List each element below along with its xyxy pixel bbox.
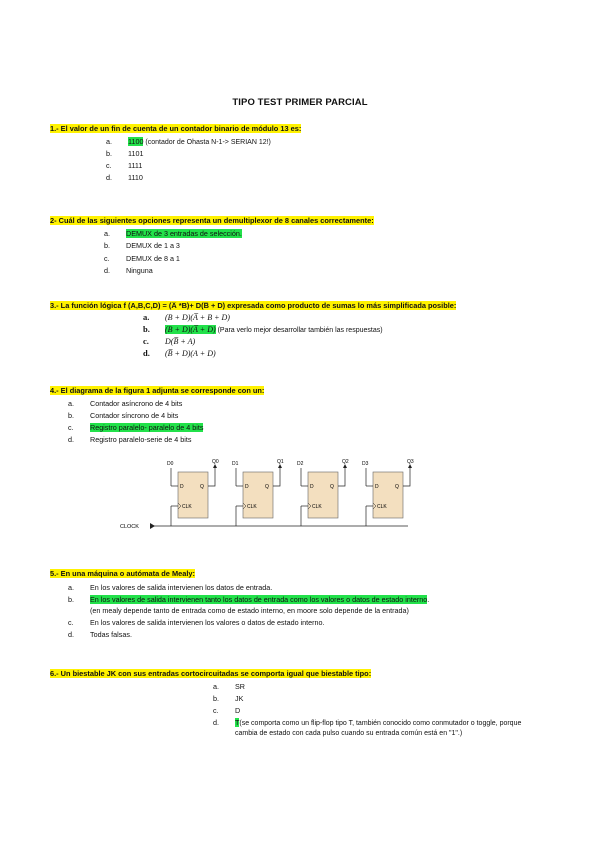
pin-q-label: Q [200, 484, 204, 490]
q3-option-d [143, 349, 216, 358]
option-letter: a. [213, 682, 219, 691]
pin-clk-label: CLK [182, 504, 192, 510]
option-text: (B̅ + D)(A + D) [165, 349, 216, 358]
option-letter: c. [104, 254, 110, 263]
question-3-text: 3.- La función lógica f (A,B,C,D) = (A̅ *B)+ D(B̅ + D) expresada como producto de sumas lo más simplificada posible: [50, 301, 457, 310]
option-letter: b. [68, 411, 74, 420]
option-letter: d. [68, 630, 74, 639]
q3-option-b [143, 325, 383, 335]
q5-explanation: (en mealy depende tanto de entrada como de estado interno, en moore solo depende de la entrada) [90, 606, 409, 615]
question-1 [50, 124, 301, 133]
pin-q-label: Q [395, 484, 399, 490]
correct-answer: (B + D)(A̅ + D) [165, 325, 216, 334]
option-text: (B + D)(A̅ + B + D) [165, 313, 230, 322]
output-label-q1: Q1 [277, 459, 284, 465]
option-letter: a. [104, 229, 110, 238]
q1-option-d [106, 173, 143, 182]
option-text: JK [235, 694, 244, 703]
option-text: Registro paralelo-serie de 4 bits [90, 435, 192, 444]
option-text: Contador asíncrono de 4 bits [90, 399, 183, 408]
correct-answer: 1100 [128, 137, 144, 146]
question-2-text: 2- Cuál de las siguientes opciones representa un demultiplexor de 8 canales correctamente: [50, 216, 374, 225]
option-letter: a. [68, 583, 74, 592]
pin-d-label: D [310, 484, 314, 490]
option-text: En los valores de salida intervienen los datos de entrada. [90, 583, 273, 592]
q2-option-b [104, 241, 180, 250]
q6-option-d [213, 718, 521, 728]
q4-option-d [68, 435, 191, 444]
option-text: D(B̅ + A) [165, 337, 196, 346]
option-letter: d. [68, 435, 74, 444]
option-letter: c. [68, 618, 74, 627]
option-letter: d. [143, 348, 150, 358]
q6-option-a [213, 682, 245, 691]
question-6 [50, 669, 371, 678]
q4-option-a [68, 399, 182, 408]
question-5-text: 5.- En una máquina o autómata de Mealy: [50, 569, 195, 578]
q1-option-a [106, 137, 271, 147]
option-letter: b. [213, 694, 219, 703]
option-letter: a. [106, 137, 112, 146]
answer-note: (Para verlo mejor desarrollar también las respuestas) [215, 327, 383, 334]
option-letter: c. [143, 336, 149, 346]
correct-answer: Registro paralelo- paralelo de 4 bits [90, 423, 204, 432]
output-label-q0: Q0 [212, 459, 219, 465]
question-2 [50, 216, 374, 225]
q2-option-c [104, 254, 180, 263]
option-text: D [235, 706, 241, 715]
q4-option-c [68, 423, 203, 432]
register-circuit-diagram [118, 458, 434, 536]
input-label-d1: D1 [232, 461, 239, 467]
option-text: Todas falsas. [90, 630, 132, 639]
clock-label: CLOCK [120, 524, 139, 530]
flip-flop-3 [362, 459, 414, 526]
correct-answer: En los valores de salida intervienen tanto los datos de entrada como los valores o datos de estado interno [90, 595, 428, 604]
clock-arrow [150, 523, 155, 529]
option-letter: d. [213, 718, 219, 727]
option-text: DEMUX de 8 a 1 [126, 254, 180, 263]
pin-d-label: D [180, 484, 184, 490]
option-letter: c. [106, 161, 112, 170]
pin-q-label: Q [265, 484, 269, 490]
option-letter: c. [68, 423, 74, 432]
option-letter: b. [104, 241, 110, 250]
q5-option-d [68, 630, 132, 639]
question-3 [50, 301, 456, 310]
q3-option-a [143, 313, 230, 322]
option-text: 1101 [128, 149, 144, 158]
q6-option-c [213, 706, 240, 715]
correct-answer: T [235, 718, 240, 727]
page-title: TIPO TEST PRIMER PARCIAL [232, 97, 368, 108]
option-letter: b. [143, 324, 150, 334]
flip-flop-0 [167, 459, 219, 526]
question-6-text: 6.- Un biestable JK con sus entradas cortocircuitadas se comporta igual que biestable tipo: [50, 669, 372, 678]
option-letter: a. [68, 399, 74, 408]
q5-option-b [68, 595, 429, 604]
q2-option-d [104, 266, 153, 275]
option-letter: d. [104, 266, 110, 275]
pin-clk-label: CLK [312, 504, 322, 510]
answer-note: . [427, 595, 430, 604]
q3-option-c [143, 337, 195, 346]
pin-d-label: D [245, 484, 249, 490]
pin-q-label: Q [330, 484, 334, 490]
option-text: SR [235, 682, 245, 691]
pin-d-label: D [375, 484, 379, 490]
option-letter: b. [68, 595, 74, 604]
option-text: Ninguna [126, 266, 153, 275]
option-letter: a. [143, 312, 150, 322]
input-label-d0: D0 [167, 461, 174, 467]
question-1-text: 1.- El valor de un fin de cuenta de un contador binario de módulo 13 es: [50, 124, 302, 133]
answer-note: (contador de Ohasta N-1-> SERIAN 12!) [143, 139, 271, 146]
question-4 [50, 386, 264, 395]
output-label-q2: Q2 [342, 459, 349, 465]
option-text: DEMUX de 1 a 3 [126, 241, 180, 250]
option-letter: b. [106, 149, 112, 158]
flip-flop-2 [297, 459, 349, 526]
question-4-text: 4.- El diagrama de la figura 1 adjunta se corresponde con un: [50, 386, 265, 395]
output-label-q3: Q3 [407, 459, 414, 465]
q5-option-c [68, 618, 325, 627]
pin-clk-label: CLK [377, 504, 387, 510]
correct-answer: DEMUX de 3 entradas de selección. [126, 229, 242, 238]
option-letter: d. [106, 173, 112, 182]
question-5 [50, 569, 195, 578]
q5-option-a [68, 583, 272, 592]
answer-note: (se comporta como un flip-flop tipo T, también conocido como conmutador o toggle, porque [239, 720, 522, 727]
q6-option-b [213, 694, 243, 703]
option-text: 1111 [128, 161, 143, 170]
option-text: 1110 [128, 173, 143, 182]
flip-flop-1 [232, 459, 284, 526]
q4-option-b [68, 411, 178, 420]
q6-answer-note-line-2: cambia de estado con cada pulso cuando su entrada común está en "1".) [235, 730, 463, 737]
option-text: En los valores de salida intervienen los valores o datos de estado interno. [90, 618, 325, 627]
option-letter: c. [213, 706, 219, 715]
q2-option-a [104, 229, 242, 238]
pin-clk-label: CLK [247, 504, 257, 510]
input-label-d2: D2 [297, 461, 304, 467]
input-label-d3: D3 [362, 461, 369, 467]
q1-option-c [106, 161, 142, 170]
q1-option-b [106, 149, 143, 158]
option-text: Contador síncrono de 4 bits [90, 411, 179, 420]
